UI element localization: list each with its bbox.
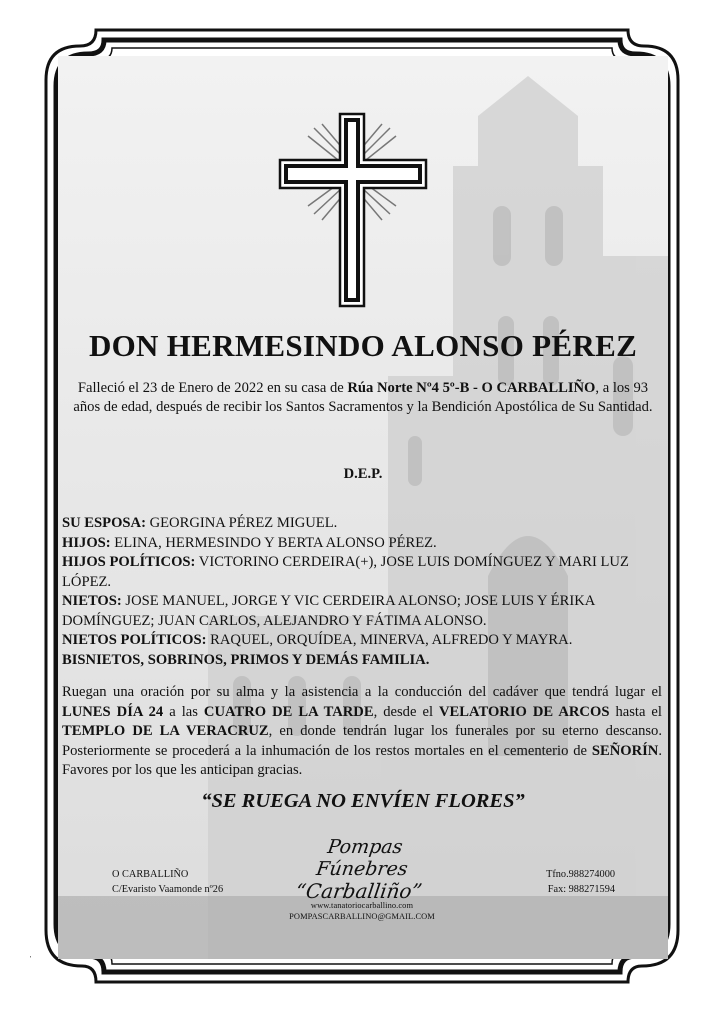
email-link[interactable]: POMPASCARBALLINO@GMAIL.COM	[289, 912, 435, 921]
deceased-name: DON HERMESINDO ALONSO PÉREZ	[88, 328, 638, 363]
funeral-home-logo	[277, 836, 446, 902]
family-names: GEORGINA PÉREZ MIGUEL.	[145, 515, 338, 531]
stray-mark: '	[30, 955, 32, 963]
funeral-time: CUATRO DE LA TARDE	[203, 703, 374, 720]
fax-number: Fax: 988271594	[547, 884, 615, 895]
website-link[interactable]: www.tanatoriocarballino.com	[310, 901, 414, 910]
family-line-spouse	[62, 514, 662, 534]
logo-line-1: Pompas Fúnebres	[314, 836, 410, 880]
dep-label: D.E.P.	[343, 466, 383, 482]
text-run: hasta el	[609, 703, 662, 720]
family-names: VICTORINO CERDEIRA(+), JOSE LUIS DOMÍNGUEZ Y MARI LUZ LÓPEZ.	[62, 554, 629, 590]
family-line-grandchildren	[62, 592, 662, 631]
street-address: C/Evaristo Vaamonde nº26	[112, 884, 224, 895]
wake-location: VELATORIO DE ARCOS	[439, 703, 610, 720]
cemetery-location: SEÑORÍN	[591, 742, 659, 759]
funeral-home-address	[112, 867, 223, 897]
intro-part-1: Falleció el 23 de Enero de 2022 en su casa de	[77, 380, 348, 396]
text-run: a las	[163, 703, 204, 720]
church-location: TEMPLO DE LA VERACRUZ	[62, 723, 269, 739]
family-label: NIETOS POLÍTICOS:	[62, 632, 207, 648]
family-line-grandchildren-in-law	[62, 631, 662, 651]
contact-online	[262, 900, 462, 922]
home-address: Rúa Norte Nº4 5º-B - O CARBALLIÑO	[347, 380, 596, 396]
family-label: SU ESPOSA:	[62, 515, 146, 531]
family-label: BISNIETOS, SOBRINOS, PRIMOS Y DEMÁS FAMILIA.	[62, 651, 430, 668]
family-names: RAQUEL, ORQUÍDEA, MINERVA, ALFREDO Y MAYRA.	[206, 632, 573, 648]
family-line-children	[62, 534, 662, 554]
funeral-details-text	[62, 683, 662, 781]
family-names: JOSE MANUEL, JORGE Y VIC CERDEIRA ALONSO; JOSE LUIS Y ÉRIKA DOMÍNGUEZ; JUAN CARLOS, ALEJANDRO Y FÁTIMA ALONSO.	[62, 593, 595, 629]
phone-contact	[520, 867, 615, 897]
funeral-day: LUNES DÍA 24	[62, 703, 164, 720]
text-run: , desde el	[373, 703, 440, 720]
cross-icon	[272, 110, 432, 310]
family-line-children-in-law	[62, 553, 662, 592]
family-names: ELINA, HERMESINDO Y BERTA ALONSO PÉREZ.	[110, 534, 437, 551]
no-flowers-note: “SE RUEGA NO ENVÍEN FLORES”	[201, 790, 525, 812]
death-notice-text	[64, 379, 662, 417]
text-run: Ruegan una oración por su alma y la asistencia a la conducción del cadáver que tendrá lugar el	[62, 684, 662, 700]
intro-part-2: , a los 93 años de edad, después de recibir los Santos Sacramentos y la Bendición Apostólica de Su Santidad.	[73, 380, 653, 415]
family-label: HIJOS POLÍTICOS:	[62, 554, 196, 570]
phone-number: Tfno.988274000	[546, 869, 615, 880]
family-label: NIETOS:	[62, 593, 122, 609]
town: O CARBALLIÑO	[112, 869, 189, 880]
text-run: . Favores por los que les anticipan gracias.	[62, 742, 662, 778]
family-line-extended	[62, 651, 662, 671]
text-run: , en donde tendrán lugar los funerales por su eterno descanso. Posteriormente se procederá a la inhumación de los restos mortales en el cementerio de	[62, 723, 662, 759]
family-list	[62, 514, 662, 670]
logo-line-2: “Carballiño”	[294, 879, 424, 903]
family-label: HIJOS:	[62, 534, 111, 551]
